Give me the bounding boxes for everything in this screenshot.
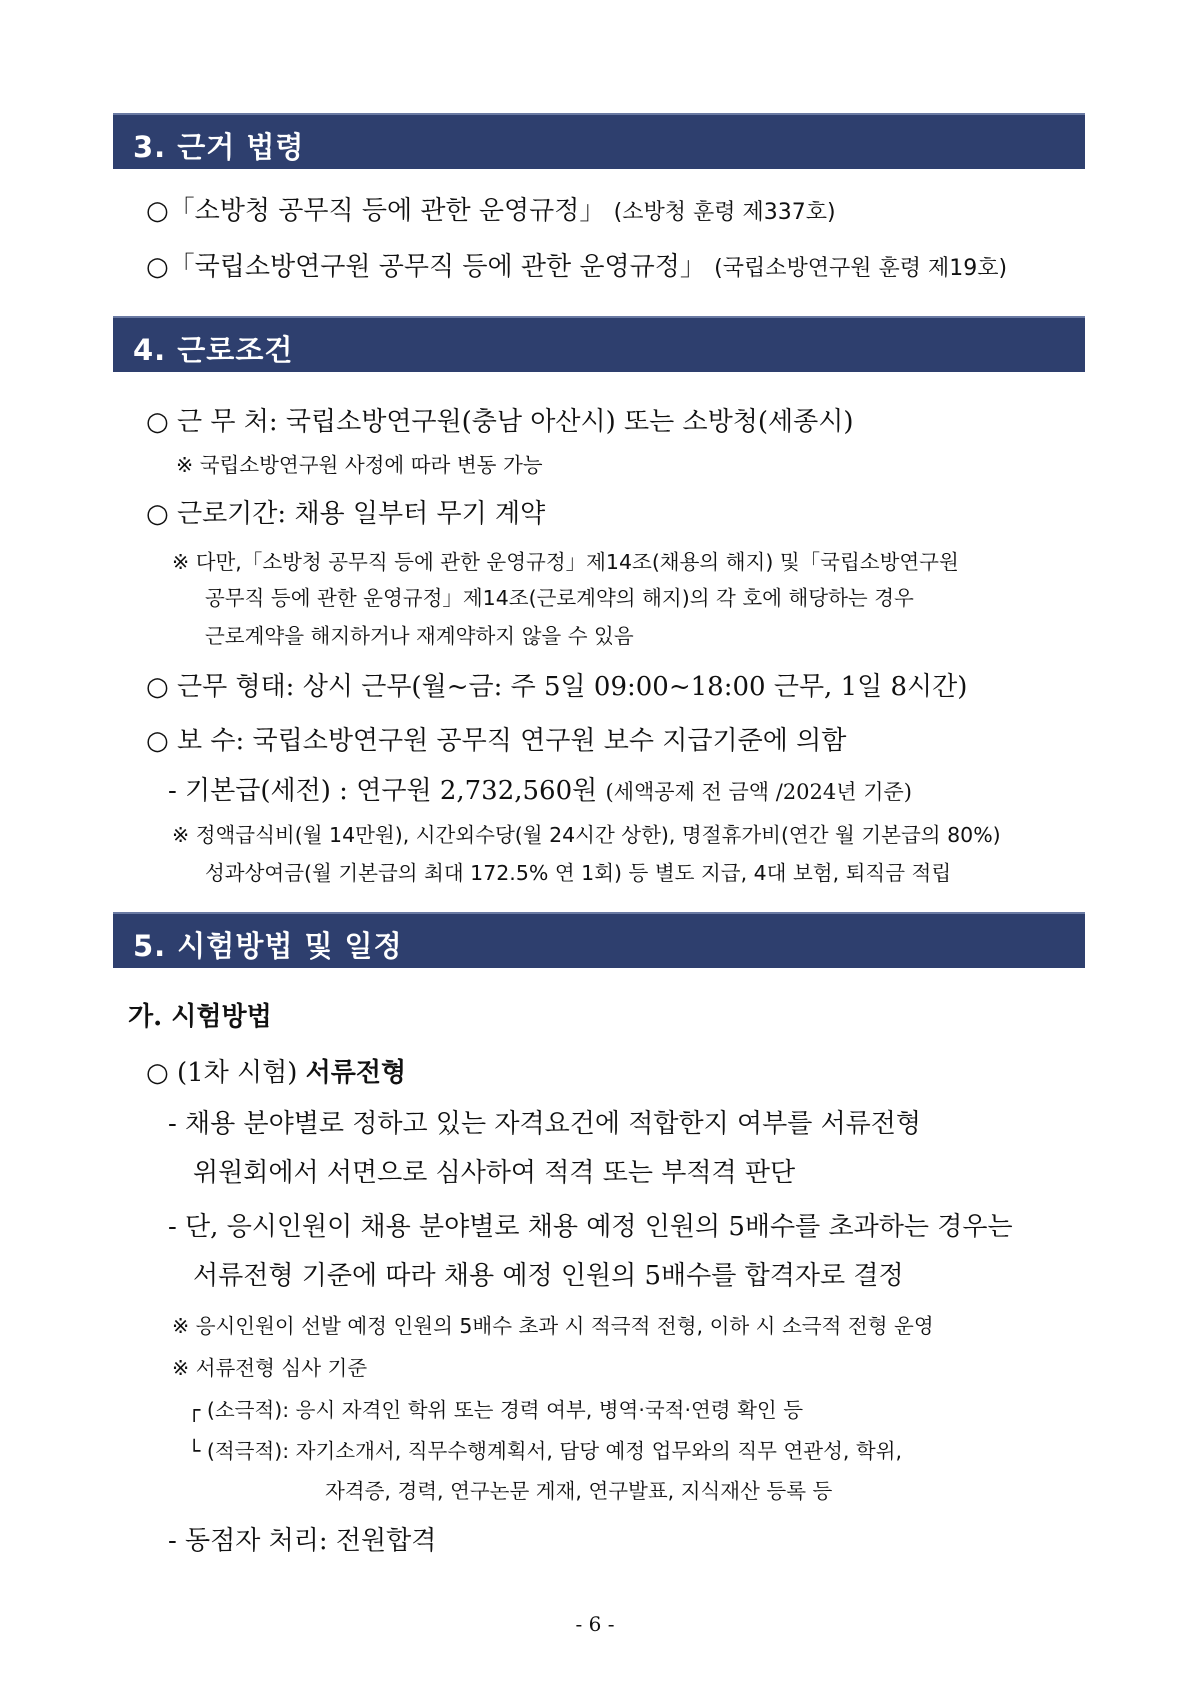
screening-note-1: ※ 응시인원이 선발 예정 인원의 5배수 초과 시 적극적 전형, 이하 시 소극적 전형 운영 bbox=[172, 1314, 934, 1338]
allowance-note-2: 성과상여금(월 기본급의 최대 172.5% 연 1회) 등 별도 지급, 4대 보험, 퇴직금 적립 bbox=[205, 861, 952, 885]
section-3-title: 3. 근거 법령 bbox=[133, 130, 305, 164]
law-item-1-title: ○「소방청 공무직 등에 관한 운영규정」 bbox=[146, 196, 606, 226]
workplace-line: ○ 근 무 처: 국립소방연구원(충남 아산시) 또는 소방청(세종시) bbox=[146, 407, 854, 437]
base-pay-note: (세액공제 전 금액 /2024년 기준) bbox=[605, 780, 912, 804]
subsection-a-title: 가. 시험방법 bbox=[128, 1002, 272, 1032]
screening-desc-1a: - 채용 분야별로 정하고 있는 자격요건에 적합한지 여부를 서류전형 bbox=[168, 1109, 922, 1139]
tie-handling-line: - 동점자 처리: 전원합격 bbox=[168, 1526, 437, 1556]
screening-note-2: ※ 서류전형 심사 기준 bbox=[172, 1356, 368, 1380]
screening-desc-1b: 위원회에서 서면으로 심사하여 적격 또는 부적격 판단 bbox=[193, 1158, 796, 1188]
pay-line: ○ 보 수: 국립소방연구원 공무직 연구원 보수 지급기준에 의함 bbox=[146, 726, 847, 756]
section-5-header bbox=[113, 912, 1085, 968]
first-exam-type: 서류전형 bbox=[305, 1058, 407, 1088]
workplace-note: ※ 국립소방연구원 사정에 따라 변동 가능 bbox=[176, 453, 543, 477]
criteria-active: └ (적극적): 자기소개서, 직무수행계획서, 담당 예정 업무와의 직무 연관성, 학위, bbox=[188, 1439, 903, 1463]
base-pay-line bbox=[168, 770, 912, 807]
base-pay-amount: - 기본급(세전) : 연구원 2,732,560원 bbox=[168, 776, 598, 806]
criteria-passive: ┌ (소극적): 응시 자격인 학위 또는 경력 여부, 병역·국적·연령 확인 등 bbox=[188, 1398, 804, 1422]
page-number: - 6 - bbox=[575, 1612, 615, 1636]
section-4-header bbox=[113, 316, 1085, 372]
law-item-2-title: ○「국립소방연구원 공무직 등에 관한 운영규정」 bbox=[146, 252, 706, 282]
screening-desc-2a: - 단, 응시인원이 채용 분야별로 채용 예정 인원의 5배수를 초과하는 경우는 bbox=[168, 1212, 1013, 1242]
contract-note-3: 근로계약을 해지하거나 재계약하지 않을 수 있음 bbox=[205, 624, 634, 648]
contract-note-1: ※ 다만,「소방청 공무직 등에 관한 운영규정」제14조(채용의 해지) 및「국립소방연구원 bbox=[172, 550, 959, 574]
contract-note-2: 공무직 등에 관한 운영규정」제14조(근로계약의 해지)의 각 호에 해당하는 경우 bbox=[205, 586, 914, 610]
allowance-note-1: ※ 정액급식비(월 14만원), 시간외수당(월 24시간 상한), 명절휴가비(연간 월 기본급의 80%) bbox=[172, 823, 1001, 847]
first-exam-line bbox=[146, 1052, 406, 1089]
screening-desc-2b: 서류전형 기준에 따라 채용 예정 인원의 5배수를 합격자로 결정 bbox=[193, 1261, 904, 1291]
law-item-2 bbox=[146, 246, 1007, 283]
contract-period-line: ○ 근로기간: 채용 일부터 무기 계약 bbox=[146, 499, 546, 529]
section-5-title: 5. 시험방법 및 일정 bbox=[133, 929, 403, 963]
criteria-active-cont: 자격증, 경력, 연구논문 게재, 연구발표, 지식재산 등록 등 bbox=[325, 1479, 833, 1503]
law-item-2-note: (국립소방연구원 훈령 제19호) bbox=[714, 256, 1008, 281]
first-exam-label: ○ (1차 시험) bbox=[146, 1058, 306, 1088]
work-form-line: ○ 근무 형태: 상시 근무(월~금: 주 5일 09:00~18:00 근무, 1일 8시간) bbox=[146, 672, 968, 702]
section-4-title: 4. 근로조건 bbox=[133, 333, 294, 367]
section-3-header bbox=[113, 113, 1085, 169]
law-item-1 bbox=[146, 190, 836, 227]
law-item-1-note: (소방청 훈령 제337호) bbox=[613, 200, 836, 225]
